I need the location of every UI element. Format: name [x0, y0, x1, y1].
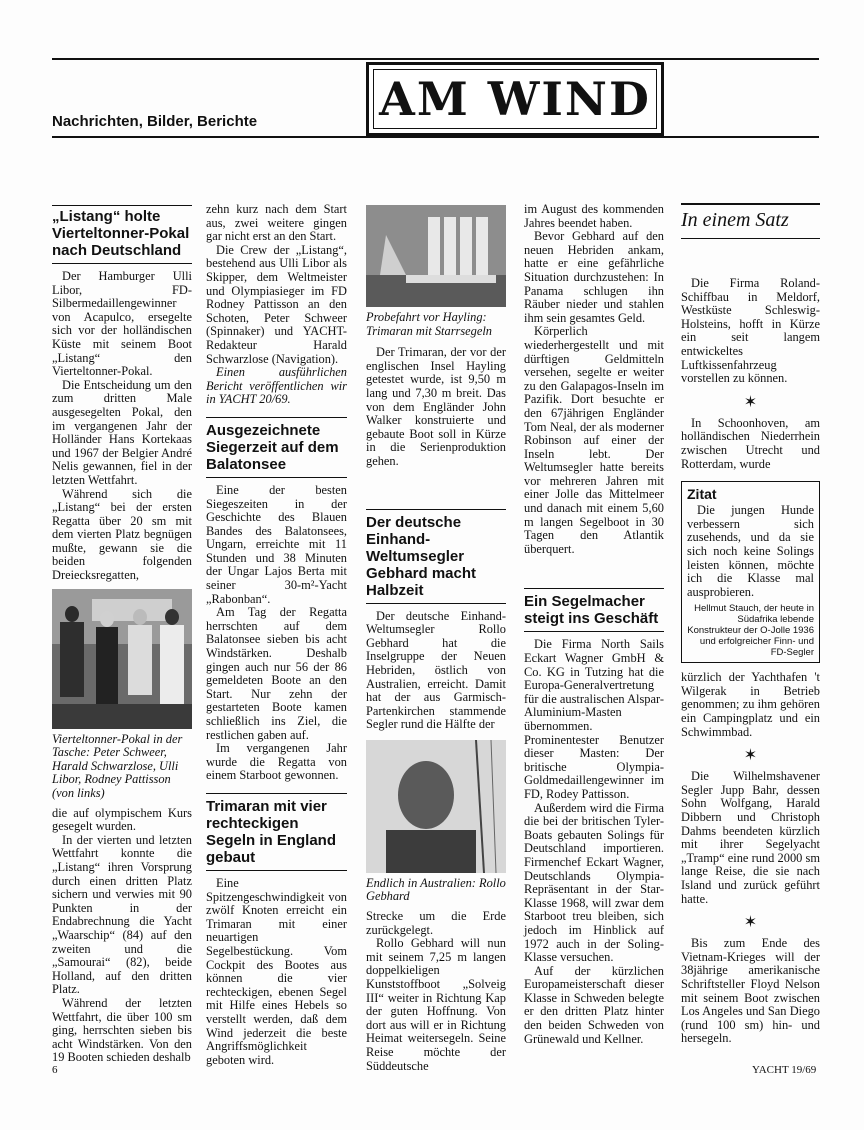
photo-trimaran [366, 205, 506, 307]
in-einem-satz-title: In einem Satz [681, 208, 789, 231]
satz-item-1: Die Firma Roland-Schiffbau in Meldorf, Westküste Schleswig-Holsteins, hofft in Kürze ein seit langem entwickeltes Luftkissenfahrzeug vorstellen zu können. [681, 276, 820, 386]
satz-item-3: Die Wilhelmshavener Segler Jupp Bahr, dessen Sohn Wolfgang, Harald Dibbern und Christoph Dahms beendeten kürzlich mit ihrer Segelyacht „Tramp“ eine rund 2000 sm lange Reise, die sie nach Island und zurück geführt hatte. [681, 769, 820, 906]
photo-crew [52, 589, 192, 729]
satz-item-2-cont: kürzlich der Yachthafen 't Wilgerak in Betrieb genommen; zu ihm gehören ein Campingplatz und ein Schwimmbad. [681, 670, 820, 739]
issue-label: YACHT 19/69 [752, 1064, 817, 1076]
headline-listang: „Listang“ holte Vierteltonner-Pokal nach Deutschland [52, 208, 190, 259]
article-listang-end: zehn kurz nach dem Start aus, zwei weitere gingen gar nicht erst an den Start. Die Crew der „Listang“, bestehend aus Ulli Libor als Skipper, dem Weltmeister und Olympiasieger im FD Rodney Pattisson an den Schoten, Peter Schweer (Spinnaker) und YACHT-Redakteur Harald Schwarzlose (Navigation). Einen ausführlichen Bericht veröffentlichen wir in YACHT 20/69. [206, 202, 347, 407]
headline-segelmacher: Ein Segelmacher steigt ins Geschäft [524, 593, 659, 628]
caption-trimaran: Probefahrt vor Hayling: Trimaran mit Starrsegeln [366, 310, 492, 338]
zitat-title: Zitat [687, 486, 717, 503]
column-1 [52, 205, 192, 1065]
zitat-source: Hellmut Stauch, der heute in Südafrika lebende Konstrukteur der O-Jolle 1936 und erfolgreicher Finn- und FD-Segler [687, 603, 814, 659]
satz-item-2: In Schoonhoven, am holländischen Niederrhein zwischen Utrecht und Rotterdam, wurde [681, 415, 820, 471]
column-5 [681, 203, 820, 1046]
headline-gebhard: Der deutsche Einhand-Weltumsegler Gebhard macht Halbzeit [366, 513, 477, 599]
column-2 [206, 203, 347, 1067]
am-wind-logo [366, 62, 664, 136]
section-label: Nachrichten, Bilder, Berichte [52, 113, 258, 130]
header-rule [52, 136, 819, 138]
article-gebhard-end: im August des kommenden Jahres beendet haben. Bevor Gebhard auf den neuen Hebriden ankam, hatte er eine gefährliche Situation durchzustehen: In Panama schlugen ihn Räuber nieder und stahlen ihm sein gesamtes Geld. Körperlich wiederhergestellt und mit dürftigen Geldmitteln versehen, segelte er weiter zu den Galapagos-Inseln im Pazifik. Dort besuchte er den 67jährigen Engländer Tom Neal, der als moderner Robinson auf einer der Inseln lebt. Der Weltumsegler hatte bereits vor mehreren Jahren mit einer Jolle das Mittelmeer und danach mit einem 5,60 m langen Segelboot in 30 Tagen den Atlantik überquert. [524, 202, 664, 556]
top-rule [52, 58, 819, 60]
headline-balaton: Ausgezeichnete Siegerzeit auf dem Balatonsee [206, 421, 339, 473]
star-separator-icon: ✶ [743, 912, 758, 932]
article-gebhard-cont: Strecke um die Erde zurückgelegt. Rollo Gebhard will nun mit seinem 7,25 m langen doppelkieligen Kunststoffboot „Solveig III“ weiter in Richtung Kap der guten Hoffnung. Von dort aus will er in Richtung Heimat weitersegeln. Seine Reise möchte der Süddeutsche [366, 909, 506, 1073]
article-gebhard: Der deutsche Einhand-Weltumsegler Rollo Gebhard hat die Inselgruppe der Neuen Hebriden, östlich von Australien, erreicht. Damit hat der aus Garmisch-Partenkirchen stammende Segler rund die Hälfte der [366, 608, 506, 732]
article-trimaran: Eine Spitzengeschwindigkeit von zwölf Knoten erreicht ein Trimaran mit einer neuartigen Segelbestückung. Vom Cockpit des Bootes aus können die vier rechteckigen, ebenen Segel mit Hilfe eines Hebels so verstellt werden, daß dem Wind jederzeit die beste Angriffsmöglichkeit geboten wird. [206, 875, 347, 1067]
star-separator-icon: ✶ [743, 745, 758, 765]
caption-gebhard: Endlich in Australien: Rollo Gebhard [366, 875, 506, 904]
zitat-box [681, 481, 820, 663]
article-segelmacher: Die Firma North Sails Eckart Wagner GmbH & Co. KG in Tutzing hat die Europa-Generalvertretung für die australischen Alspar-Aluminium-Masten übernommen. Prominentester Benutzer dieser Masten: Der britische Olympia-Goldmedaillengewinner im FD, Rodey Pattisson. Außerdem wird die Firma die bei der britischen Tyler-Boats gebauten Solings für Deutschland importieren. Firmenchef Eckart Wagner, Deutschlands Olympia-Repräsentant in der Star-Klasse 1968, will zwar dem Starboot treu bleiben, sich jedoch im Hinblick auf 1972 auch in der Soling-Klasse versuchen. Auf der kürzlichen Europameisterschaft dieser Klasse in Schweden belegte er den dritten Platz hinter den beiden Schweden von Grünewald und Kellner. [524, 637, 664, 1046]
article-listang: Der Hamburger Ulli Libor, FD-Silbermedaillengewinner von Acapulco, ersegelte sich vor der holländischen Küste mit seinem Boot „Listang“ den Vierteltonner-Pokal. Die Entscheidung um den zum dritten Male ausgesegelten Pokal, den im vergangenen Jahr der Holländer Hans Kortekaas und 1967 der Belgier André Nelis gewannen, fiel in der letzten Wettfahrt. Während sich die „Listang“ bei der ersten Regatta über 20 sm mit dem vierten Platz begnügen mußte, gewann sie die beiden folgenden Dreiecksregatten, [52, 269, 192, 583]
article-trimaran-cont: Der Trimaran, der vor der englischen Insel Hayling getestet wurde, ist 9,50 m lang und 7,30 m breit. Das von dem Engländer John Walker konstruierte und gebaute Boot soll in Kürze in die Serienproduktion gehen. [366, 345, 506, 468]
column-3 [366, 205, 506, 1073]
article-listang-cont: die auf olympischem Kurs gesegelt wurden. In der vierten und letzten Wettfahrt konnte die „Listang“ ihren Vorsprung durch einen dritten Platz sichern und verwies mit 90 Punkten in der Endabrechnung die Yacht „Waarschip“ (84) auf den zweiten und die „Samourai“ (82), beide Holland, auf den dritten Platz. Während der letzten Wettfahrt, die über 100 sm ging, herrschten sieben bis acht Windstärken. Von den 19 Booten schieden deshalb [52, 805, 192, 1065]
page-number: 6 [52, 1064, 58, 1076]
column-4 [524, 203, 664, 1046]
star-separator-icon: ✶ [743, 391, 758, 411]
headline-trimaran: Trimaran mit vier rechteckigen Segeln in England gebaut [206, 797, 337, 866]
logo-text: AM WIND [379, 72, 651, 126]
article-balaton: Eine der besten Siegeszeiten in der Geschichte des Blauen Bandes des Balatonsees, Ungarn, erreichte mit 11 Stunden und 38 Minuten der Ungar Lajos Berta mit seiner 30-m²-Yacht „Rabonban“. Am Tag der Regatta herrschten auf dem Balatonsee sieben bis acht Windstärken. Deshalb gingen auch nur 56 der 86 gemeldeten Boote an den Start. Nur zehn der gestarteten Boote kamen schließlich ins Ziel, die restlichen gaben auf. Im vergangenen Jahr wurde die Regatta von einem Starboot gewonnen. [206, 482, 347, 783]
caption-crew: Vierteltonner-Pokal in der Tasche: Peter Schweer, Harald Schwarzlose, Ulli Libor, Rodney Pattisson (von links) [52, 731, 183, 801]
satz-item-4: Bis zum Ende des Vietnam-Krieges will der 38jährige amerikanische Schriftsteller Floyd Nelson mit seinem Boot zwischen Los Angeles und San Diego (rund 100 sm) hin- und hersegeln. [681, 936, 820, 1046]
photo-gebhard [366, 740, 506, 873]
zitat-text: Die jungen Hunde verbessern sich zusehends, und da sie sich noch keine Solings leisten können, möchte ich die Klasse mal ausprobieren. [687, 503, 814, 599]
